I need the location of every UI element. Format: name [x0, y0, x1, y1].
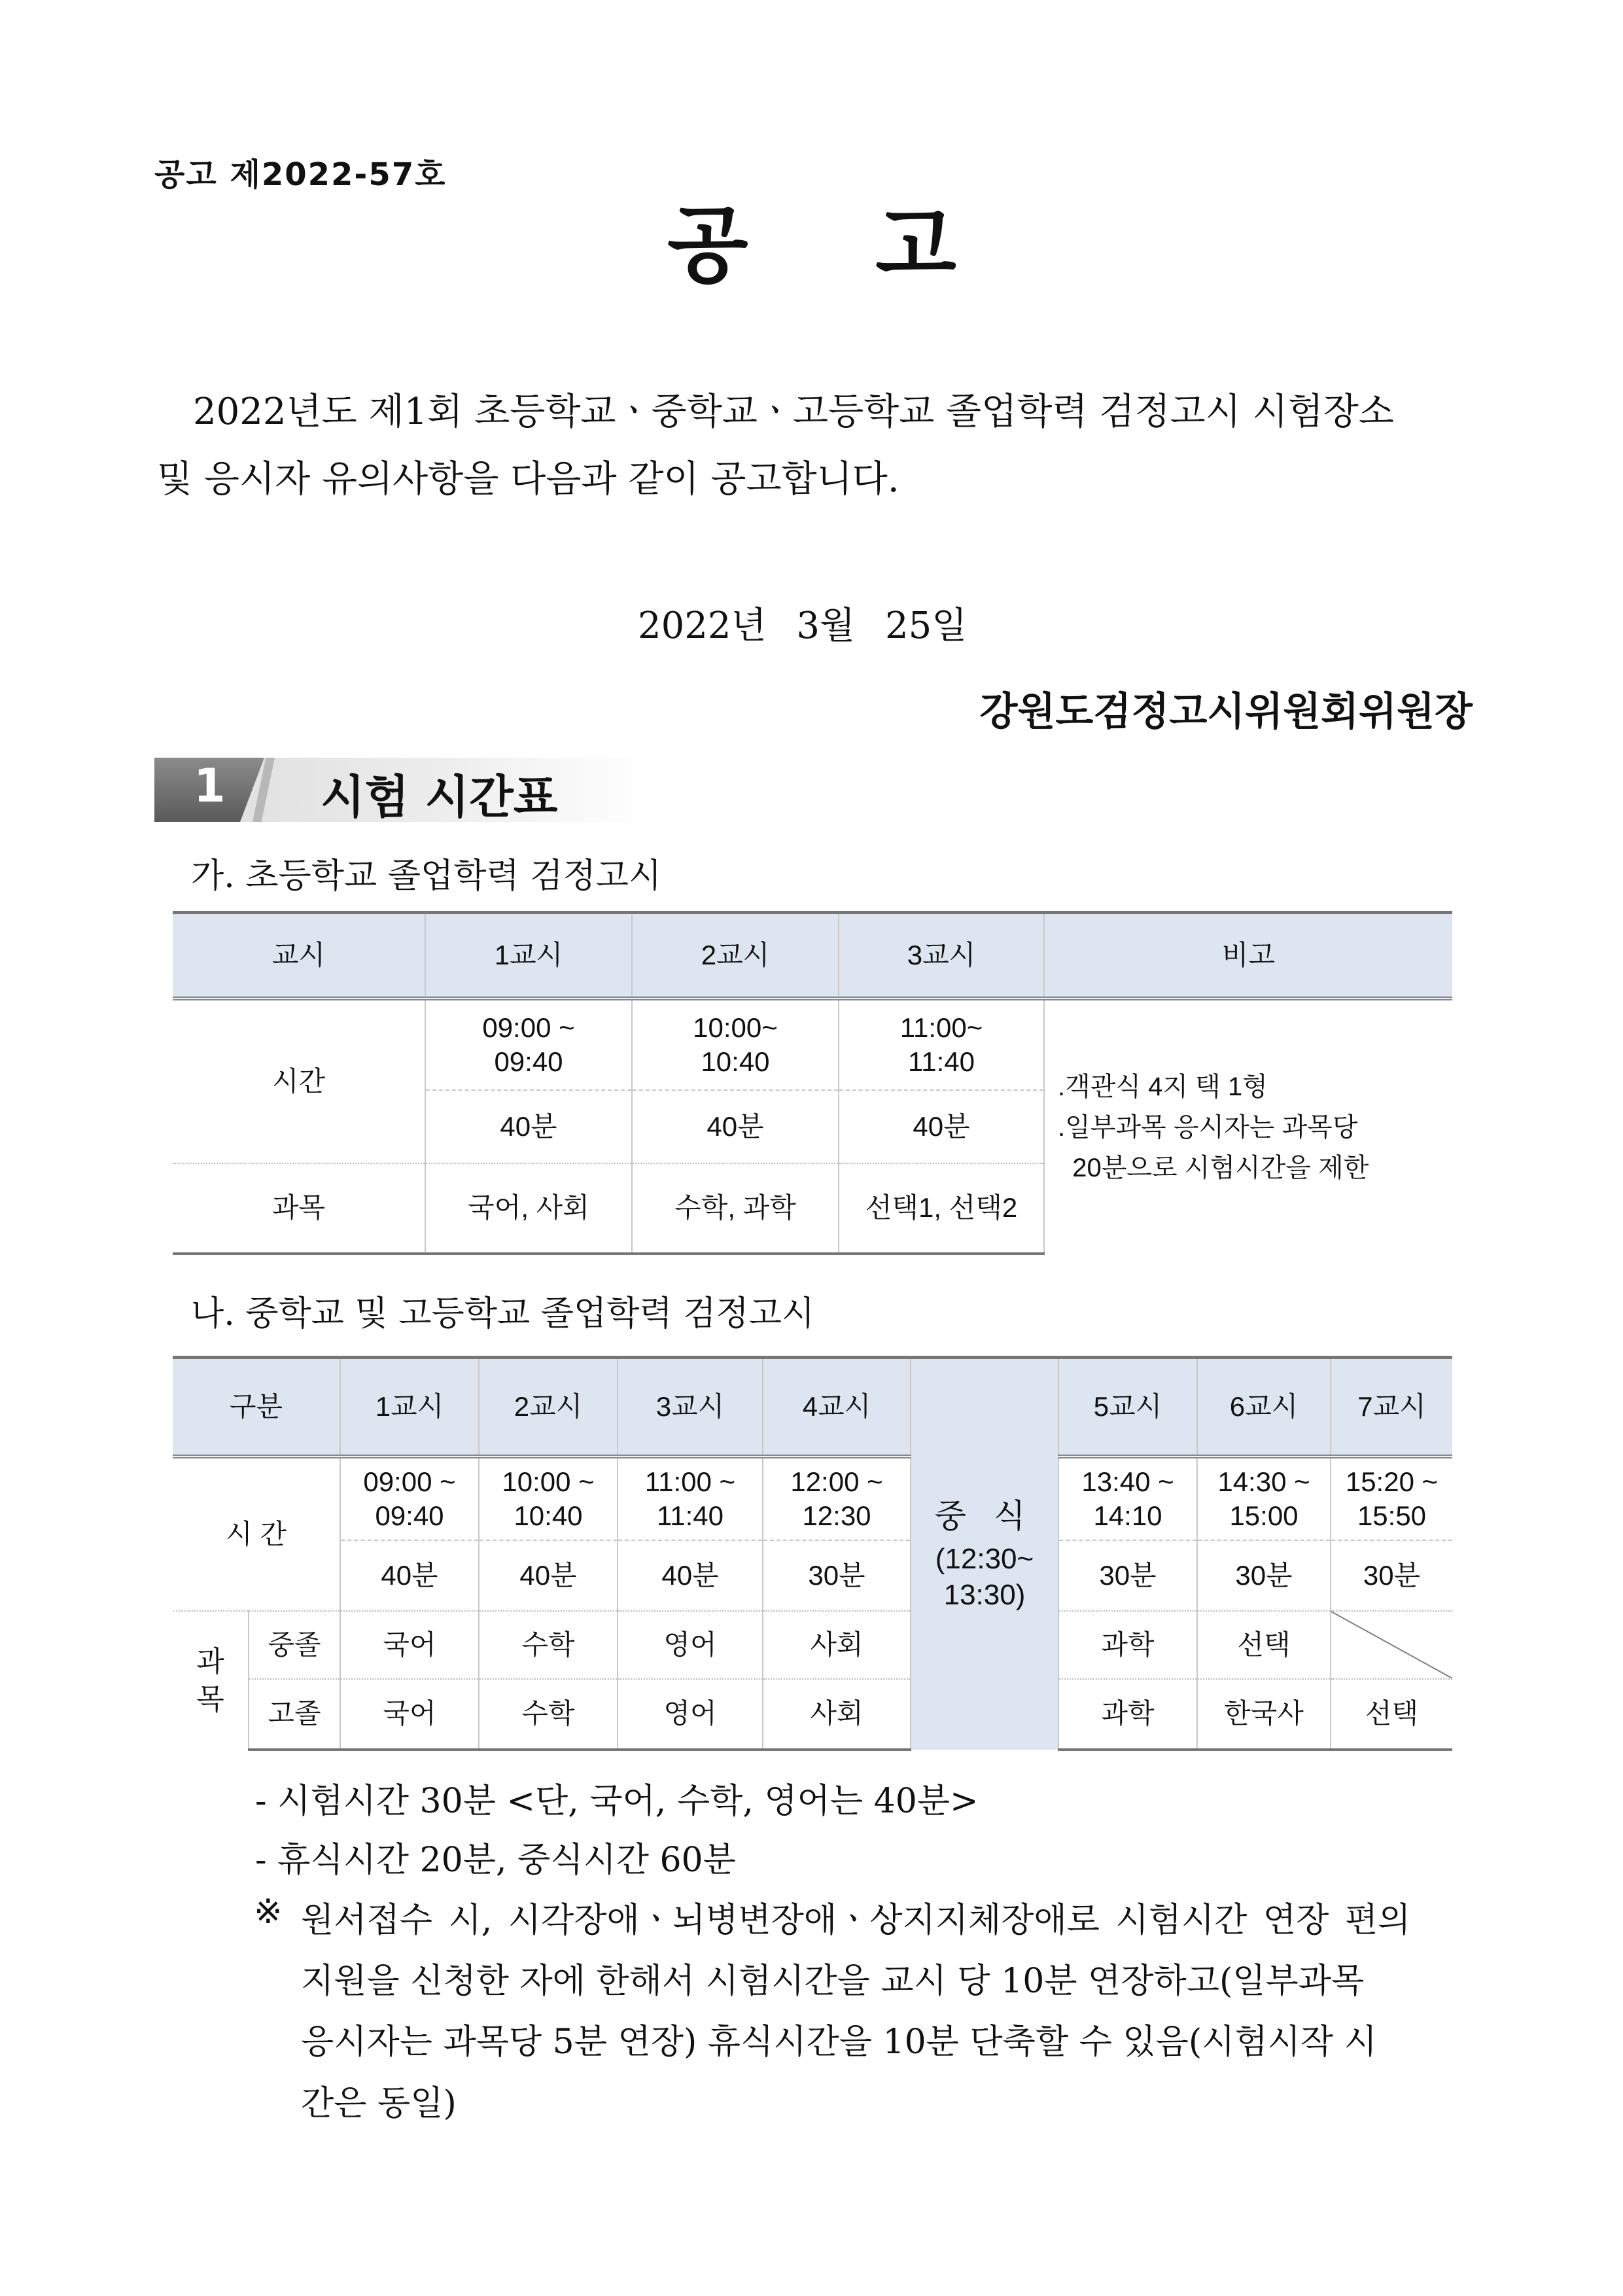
subject-cell: 수학, 과학 — [632, 1163, 839, 1254]
remark-line-4: 간은 동일) — [301, 2084, 457, 2123]
row-label-time: 시 간 — [173, 1457, 340, 1611]
secondary-timetable — [173, 1356, 1452, 1751]
subject-cell: 영어 — [618, 1611, 763, 1679]
subject-cell: 수학 — [479, 1679, 618, 1750]
remarks-cell — [1044, 998, 1452, 1254]
time-cell: 11:00~ 11:40 — [839, 998, 1044, 1090]
remark-line-3: 응시자는 과목당 5분 연장) 휴식시간을 10분 단축할 수 있음(시험시작 시 — [301, 2022, 1377, 2062]
subject-cell: 사회 — [763, 1679, 911, 1750]
lunch-label: 중 식 — [934, 1498, 1035, 1535]
remark-line-2: 지원을 신청한 자에 한해서 시험시간을 교시 당 10분 연장하고(일부과목 — [301, 1962, 1365, 2001]
notice-number: 공고 제2022-57호 — [154, 156, 447, 193]
subject-cell: 선택1, 선택2 — [839, 1163, 1044, 1254]
duration-cell: 30분 — [1331, 1540, 1452, 1611]
header-cell: 구분 — [173, 1358, 340, 1457]
subject-cell: 한국사 — [1197, 1679, 1331, 1750]
note-line-2: - 휴식시간 20분, 중식시간 60분 — [255, 1841, 736, 1880]
subject-cell: 과학 — [1058, 1679, 1197, 1750]
row-label-subject: 과목 — [173, 1163, 425, 1254]
row-label-time: 시간 — [173, 998, 425, 1163]
header-cell: 3교시 — [618, 1358, 763, 1457]
duration-cell: 30분 — [763, 1540, 911, 1611]
duration-cell: 40분 — [479, 1540, 618, 1611]
header-cell: 비고 — [1044, 913, 1452, 999]
subject-cell: 국어 — [340, 1679, 479, 1750]
note-line-1: - 시험시간 30분 <단, 국어, 수학, 영어는 40분> — [255, 1782, 979, 1821]
subject-cell: 선택 — [1331, 1679, 1452, 1750]
page-title: 공 고 — [667, 197, 956, 294]
table-row — [173, 1540, 1452, 1611]
subject-cell: 과학 — [1058, 1611, 1197, 1679]
header-cell: 4교시 — [763, 1358, 911, 1457]
header-cell: 1교시 — [425, 913, 632, 999]
subject-cell: 사회 — [763, 1611, 911, 1679]
table-row — [173, 1457, 1452, 1540]
duration-cell: 40분 — [340, 1540, 479, 1611]
notice-date: 2022년 3월 25일 — [638, 605, 968, 647]
empty-diagonal-cell — [1331, 1611, 1452, 1679]
duration-cell: 40분 — [618, 1540, 763, 1611]
time-cell: 12:00 ~ 12:30 — [763, 1457, 911, 1540]
section-heading — [154, 752, 652, 826]
remark-text: .객관식 4지 택 1형 — [1058, 1072, 1268, 1101]
duration-cell: 40분 — [839, 1090, 1044, 1163]
time-cell: 10:00 ~ 10:40 — [479, 1457, 618, 1540]
header-cell: 5교시 — [1058, 1358, 1197, 1457]
secondary-heading: 나. 중학교 및 고등학교 졸업학력 검정고시 — [191, 1294, 815, 1333]
table-header-row — [173, 1358, 1452, 1457]
subject-cell: 국어, 사회 — [425, 1163, 632, 1254]
remark-text: .일부과목 응시자는 과목당 — [1058, 1112, 1358, 1142]
duration-cell: 30분 — [1197, 1540, 1331, 1611]
time-cell: 09:00 ~ 09:40 — [425, 998, 632, 1090]
header-cell: 6교시 — [1197, 1358, 1331, 1457]
time-cell: 13:40 ~ 14:10 — [1058, 1457, 1197, 1540]
table-row — [173, 1679, 1452, 1750]
intro-line-1: 2022년도 제1회 초등학교ㆍ중학교ㆍ고등학교 졸업학력 검정고시 시험장소 — [193, 391, 1394, 433]
section-title: 시험 시간표 — [321, 770, 558, 824]
row-label-subject: 과 목 — [173, 1611, 249, 1750]
intro-line-2: 및 응시자 유의사항을 다음과 같이 공고합니다. — [157, 458, 899, 501]
lunch-cell — [911, 1358, 1058, 1750]
subject-cell: 수학 — [479, 1611, 618, 1679]
duration-cell: 40분 — [425, 1090, 632, 1163]
time-cell: 15:20 ~ 15:50 — [1331, 1457, 1452, 1540]
subject-cell: 국어 — [340, 1611, 479, 1679]
header-cell: 2교시 — [479, 1358, 618, 1457]
subject-cell: 영어 — [618, 1679, 763, 1750]
elementary-timetable — [173, 911, 1452, 1255]
table-header-row — [173, 913, 1452, 999]
time-cell: 09:00 ~ 09:40 — [340, 1457, 479, 1540]
time-cell: 11:00 ~ 11:40 — [618, 1457, 763, 1540]
section-number: 1 — [194, 759, 226, 813]
header-cell: 교시 — [173, 913, 425, 999]
remark-text: 20분으로 시험시간을 제한 — [1058, 1153, 1369, 1182]
subject-cell: 선택 — [1197, 1611, 1331, 1679]
duration-cell: 40분 — [632, 1090, 839, 1163]
duration-cell: 30분 — [1058, 1540, 1197, 1611]
header-cell: 3교시 — [839, 913, 1044, 999]
table-row — [173, 1611, 1452, 1679]
row-label-middle: 중졸 — [249, 1611, 340, 1679]
lunch-time: (12:30~ 13:30) — [935, 1542, 1034, 1611]
elementary-heading: 가. 초등학교 졸업학력 검정고시 — [191, 857, 662, 896]
remark-line-1: 원서접수 시, 시각장애ㆍ뇌병변장애ㆍ상지지체장애로 시험시간 연장 편의 — [301, 1901, 1411, 1940]
header-cell: 2교시 — [632, 913, 839, 999]
time-cell: 10:00~ 10:40 — [632, 998, 839, 1090]
time-cell: 14:30 ~ 15:00 — [1197, 1457, 1331, 1540]
header-cell: 7교시 — [1331, 1358, 1452, 1457]
row-label-high: 고졸 — [249, 1679, 340, 1750]
header-cell: 1교시 — [340, 1358, 479, 1457]
reference-mark: ※ — [254, 1892, 283, 1932]
issuer: 강원도검정고시위원회위원장 — [979, 689, 1473, 735]
table-row — [173, 998, 1452, 1090]
